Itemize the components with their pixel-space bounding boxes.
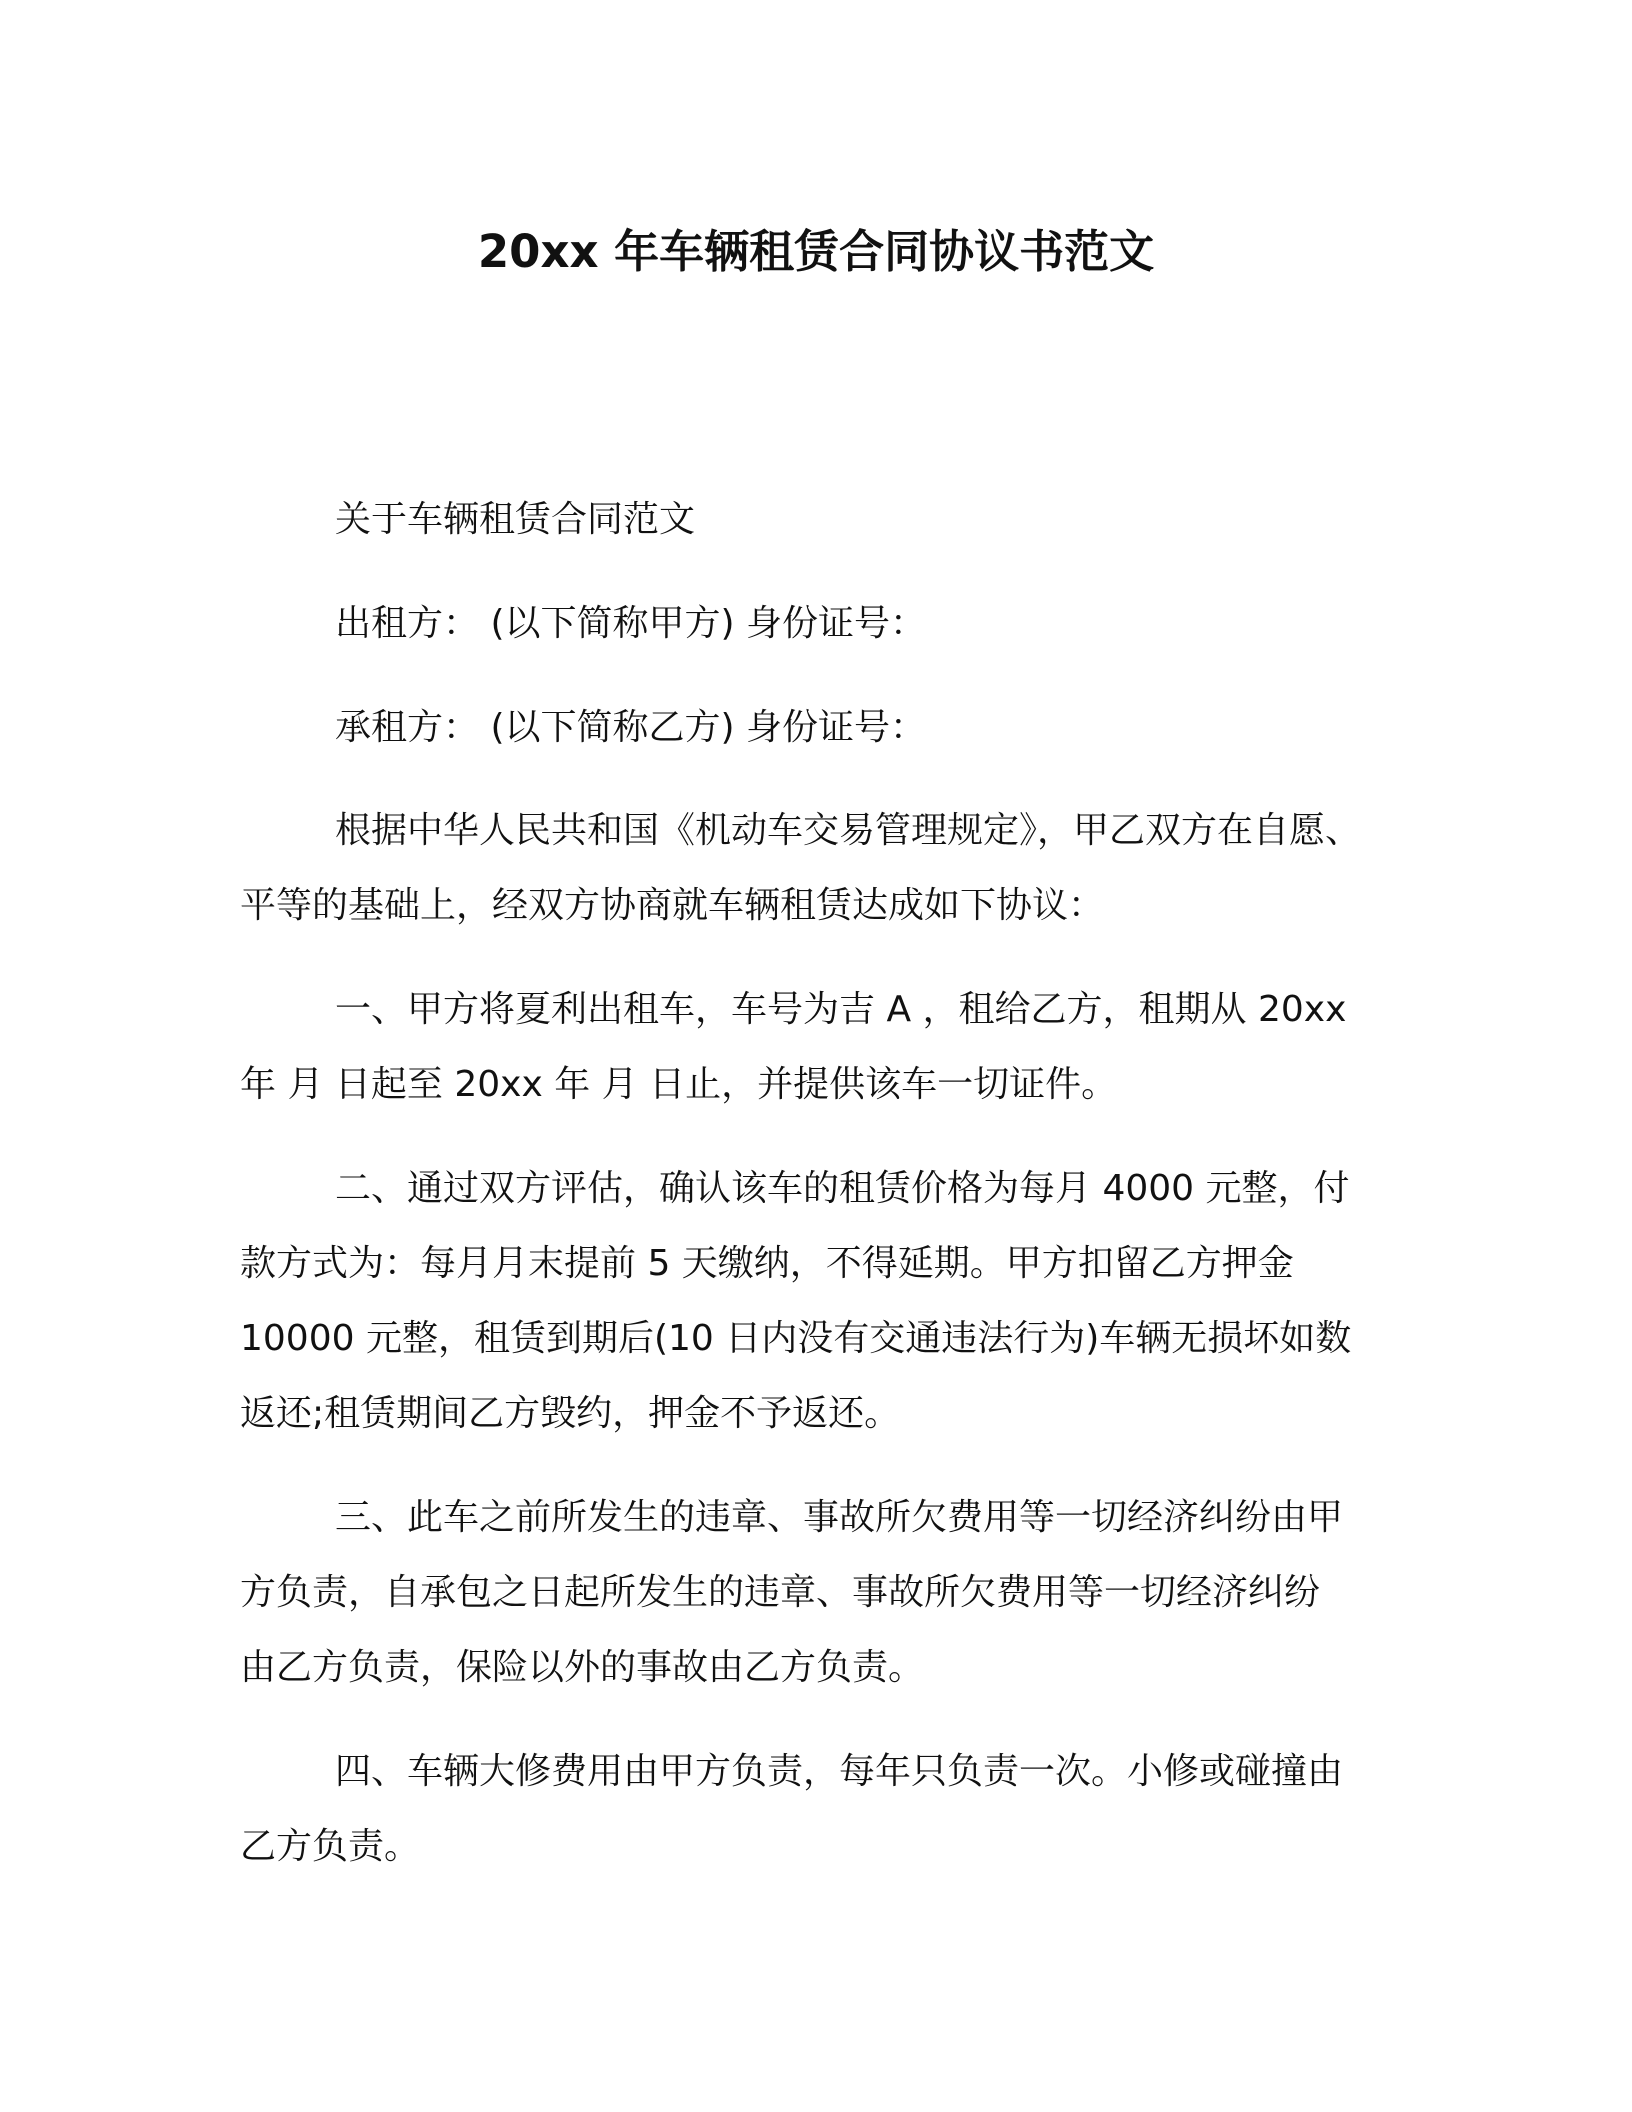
document-title: 20xx 年车辆租赁合同协议书范文 xyxy=(477,225,1155,278)
clause-2-line-1: 二、通过双方评估，确认该车的租赁价格为每月 4000 元整，付 xyxy=(335,1168,1350,1209)
lessee-line: 承租方： (以下简称乙方) 身份证号： xyxy=(335,707,926,748)
clause-4-line-1: 四、车辆大修费用由甲方负责，每年只负责一次。小修或碰撞由 xyxy=(335,1751,1344,1792)
clause-2-line-2: 款方式为：每月月末提前 5 天缴纳，不得延期。甲方扣留乙方押金 xyxy=(240,1243,1294,1284)
clause-2-line-3: 10000 元整，租赁到期后(10 日内没有交通违法行为)车辆无损坏如数 xyxy=(240,1318,1352,1359)
clause-1-line-1: 一、甲方将夏利出租车，车号为吉 A ，租给乙方，租期从 20xx xyxy=(335,989,1347,1030)
clause-1-line-2: 年 月 日起至 20xx 年 月 日止，并提供该车一切证件。 xyxy=(240,1064,1118,1105)
clause-4-line-2: 乙方负责。 xyxy=(240,1826,421,1867)
preamble-line-2: 平等的基础上，经双方协商就车辆租赁达成如下协议： xyxy=(240,885,1105,926)
preamble-line-1: 根据中华人民共和国《机动车交易管理规定》，甲乙双方在自愿、 xyxy=(335,810,1362,851)
clause-3-line-1: 三、此车之前所发生的违章、事故所欠费用等一切经济纠纷由甲 xyxy=(335,1497,1344,1538)
intro-heading: 关于车辆租赁合同范文 xyxy=(335,499,696,540)
clause-2-line-4: 返还;租赁期间乙方毁约，押金不予返还。 xyxy=(240,1393,901,1434)
clause-3-line-2: 方负责，自承包之日起所发生的违章、事故所欠费用等一切经济纠纷 xyxy=(240,1572,1321,1613)
lessor-line: 出租方： (以下简称甲方) 身份证号： xyxy=(335,603,926,644)
clause-3-line-3: 由乙方负责，保险以外的事故由乙方负责。 xyxy=(240,1647,925,1688)
